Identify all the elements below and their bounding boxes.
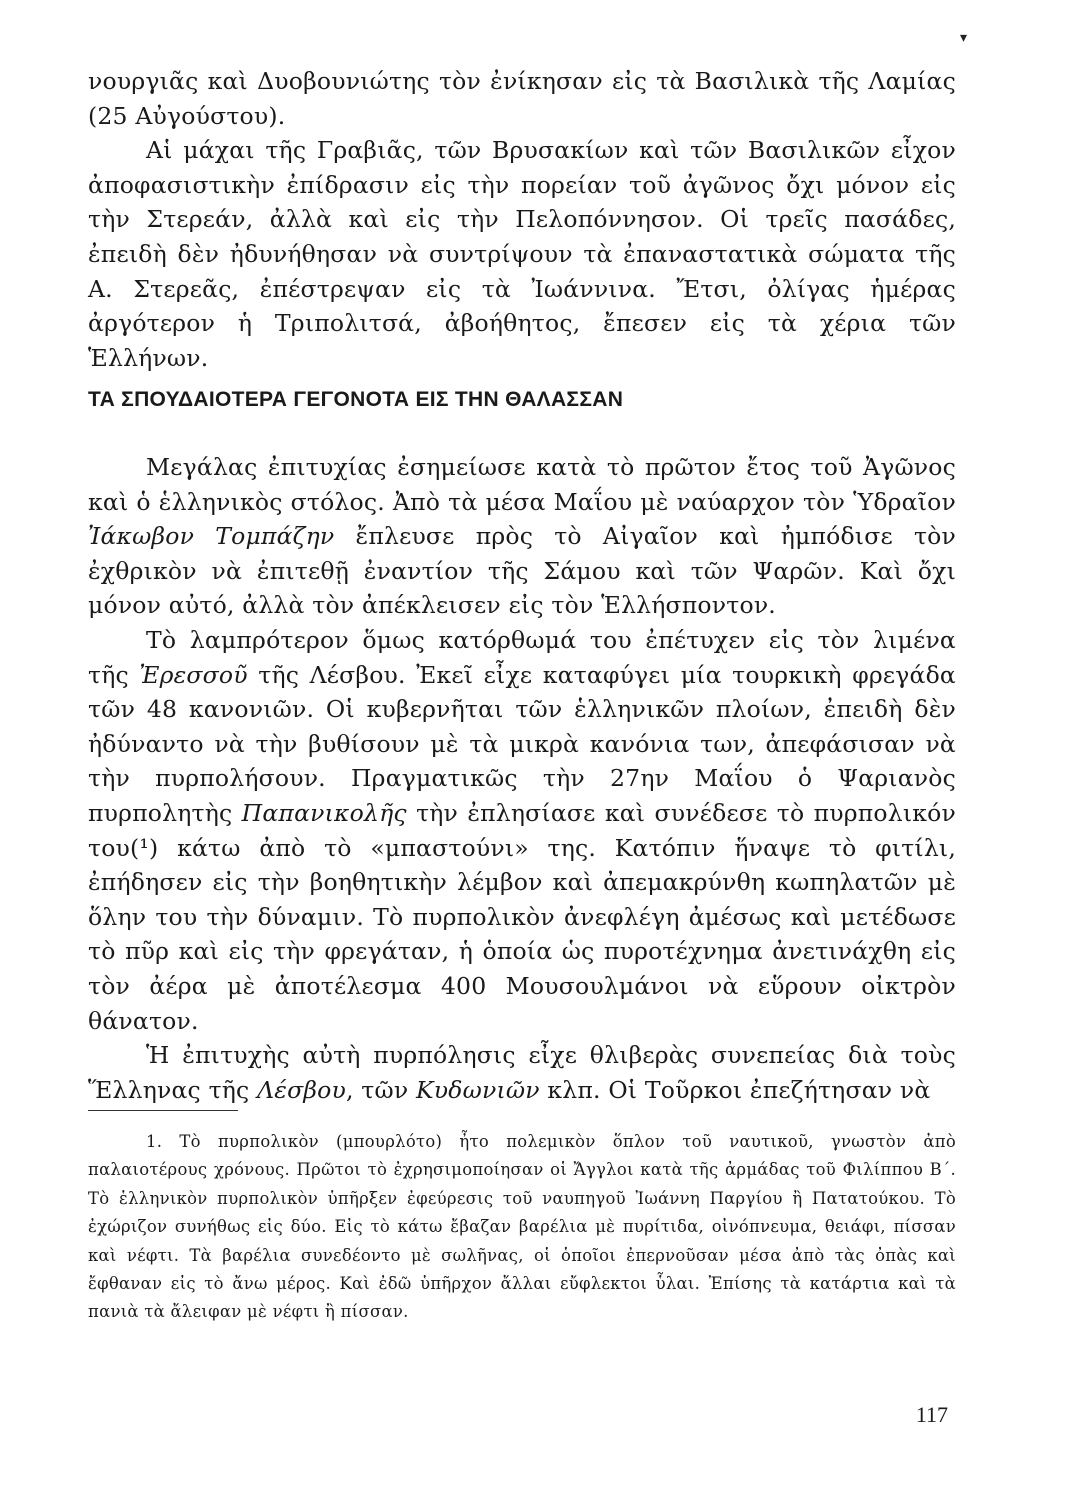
text-run: τῆς Λέσβου. Ἐκεῖ εἶχε καταφύγει μία τουρκικὴ φρεγάδα τῶν 48 κανονιῶν. Οἱ κυβερνῆται τῶν ἑλληνικῶν πλοίων, ἐπειδὴ δὲν ἠδύναντο νὰ τὴν βυθίσουν μὲ τὰ μικρὰ κανόνια των, ἀπεφάσισαν νὰ τὴν πυρπολήσουν. Πραγματικῶς τὴν 27ην Μαΐου ὁ Ψαριανὸς πυρπολητὴς bbox=[88, 660, 956, 827]
paragraph-fleet bbox=[88, 450, 956, 623]
italic-place: Ἐρεσσοῦ bbox=[139, 660, 248, 689]
footnote: 1. Τὸ πυρπολικὸν (μπουρλότο) ἦτο πολεμικὸν ὅπλον τοῦ ναυτικοῦ, γνωστὸν ἀπὸ παλαιοτέρους χρόνους. Πρῶτοι τὸ ἐχρησιμοποίησαν οἱ Ἄγγλοι κατὰ τῆς ἀρμάδας τοῦ Φιλίππου Β΄. Τὸ ἑλληνικὸν πυρπολικὸν ὑπῆρξεν ἐφεύρεσις τοῦ ναυπηγοῦ Ἰωάννη Παργίου ἢ Πατατούκου. Τὸ ἐχώριζον συνήθως εἰς δύο. Εἰς τὸ κάτω ἔβαζαν βαρέλια μὲ πυρίτιδα, οἰνόπνευμα, θειάφι, πίσσαν καὶ νέφτι. Τὰ βαρέλια συνεδέοντο μὲ σωλῆνας, οἱ ὁποῖοι ἐπερνοῦσαν μέσα ἀπὸ τὰς ὀπὰς καὶ ἔφθαναν εἰς τὸ ἄνω μέρος. Καὶ ἐδῶ ὑπῆρχον ἄλλαι εὔφλεκτοι ὗλαι. Ἐπίσης τὰ κατάρτια καὶ τὰ πανιὰ τὰ ἄλειφαν μὲ νέφτι ἢ πίσσαν. bbox=[88, 1132, 956, 1322]
italic-place: Κυδωνιῶν bbox=[416, 1075, 540, 1104]
text-run: κάτω ἀπὸ τὸ «μπαστούνι» της. Κατόπιν ἥναψε τὸ φιτίλι, ἐπήδησεν εἰς τὴν βοηθητικὴν λέμβον καὶ ἀπεμακρύνθη κωπηλατῶν μὲ ὅλην του τὴν δύναμιν. Τὸ πυρπολικὸν ἀνεφλέγη ἀμέσως καὶ μετέδωσε τὸ πῦρ καὶ εἰς τὴν φρεγάταν, ἡ ὁποία ὡς πυροτέχνημα ἀνετινάχθη εἰς τὸν ἀέρα μὲ ἀποτέλεσμα 400 Μουσουλμάνοι νὰ εὕρουν οἰκτρὸν θάνατον. bbox=[88, 833, 956, 1035]
paragraph-consequences bbox=[88, 1038, 956, 1107]
section-heading: ΤΑ ΣΠΟΥΔΑΙΟΤΕΡΑ ΓΕΓΟΝΟΤΑ ΕΙΣ ΤΗΝ ΘΑΛΑΣΣΑΝ bbox=[88, 388, 624, 411]
text-run: Μεγάλας ἐπιτυχίας ἐσημείωσε κατὰ τὸ πρῶτον ἔτος τοῦ Ἀγῶνος καὶ ὁ ἑλληνικὸς στόλος. Ἀπὸ τὰ μέσα Μαΐου μὲ ναύαρχον τὸν Ὑδραῖον bbox=[88, 453, 956, 516]
corner-mark-icon: ▾ bbox=[960, 30, 968, 46]
paragraph-battles: Αἱ μάχαι τῆς Γραβιᾶς, τῶν Βρυσακίων καὶ τῶν Βασιλικῶν εἶχον ἀποφασιστικὴν ἐπίδρασιν εἰς τὴν πορείαν τοῦ ἀγῶνος ὄχι μόνον εἰς τὴν Στερεάν, ἀλλὰ καὶ εἰς τὴν Πελοπόννησον. Οἱ τρεῖς πασάδες, ἐπειδὴ δὲν ἠδυνήθησαν νὰ συντρίψουν τὰ ἐπαναστατικὰ σώματα τῆς Α. Στερεᾶς, ἐπέστρεψαν εἰς τὰ Ἰωάννινα. Ἔτσι, ὀλίγας ἡμέρας ἀργότερον ἡ Τριπολιτσά, ἀβοήθητος, ἔπεσεν εἰς τὰ χέρια τῶν Ἑλλήνων. bbox=[88, 136, 956, 372]
text-run: κλπ. Οἱ Τοῦρκοι ἐπεζήτησαν νὰ bbox=[539, 1075, 931, 1104]
italic-name: Ἰάκωβον Τομπάζην bbox=[88, 522, 335, 551]
text-run: ἔπλευσε πρὸς τὸ Αἰγαῖον καὶ ἠμπόδισε τὸν ἐχθρικὸν νὰ ἐπιτεθῇ ἐναντίον τῆς Σάμου καὶ τῶν Ψαρῶν. Καὶ ὄχι μόνον αὐτό, ἀλλὰ τὸν ἀπέκλεισεν εἰς τὸν Ἑλλήσποντον. bbox=[88, 522, 957, 620]
footnote-divider bbox=[88, 1110, 238, 1111]
text-run: τὴν ἐπλησίασε καὶ συνέδεσε τὸ πυρπολικόν του bbox=[88, 798, 956, 862]
italic-place: Λέσβου bbox=[257, 1075, 346, 1104]
page-number: 117 bbox=[915, 1402, 948, 1427]
italic-name: Παπανικολῆς bbox=[241, 798, 407, 827]
paragraph-continuation: νουργιᾶς καὶ Δυοβουνιώτης τὸν ἐνίκησαν εἰς τὰ Βασιλικὰ τῆς Λαμίας (25 Αὐγούστου). bbox=[88, 67, 956, 130]
text-run: , τῶν bbox=[345, 1075, 416, 1104]
paragraph-eressos bbox=[88, 623, 956, 1038]
main-text-block bbox=[88, 450, 956, 1107]
top-text-block bbox=[88, 64, 956, 375]
footnote-reference: (¹) bbox=[130, 833, 159, 862]
text-run: Ἡ ἐπιτυχὴς αὐτὴ πυρπόλησις εἶχε θλιβερὰς συνεπείας διὰ τοὺς Ἕλληνας τῆς bbox=[88, 1041, 956, 1104]
text-run: Τὸ λαμπρότερον ὅμως κατόρθωμά του ἐπέτυχεν εἰς τὸν λιμένα τῆς bbox=[88, 625, 956, 689]
